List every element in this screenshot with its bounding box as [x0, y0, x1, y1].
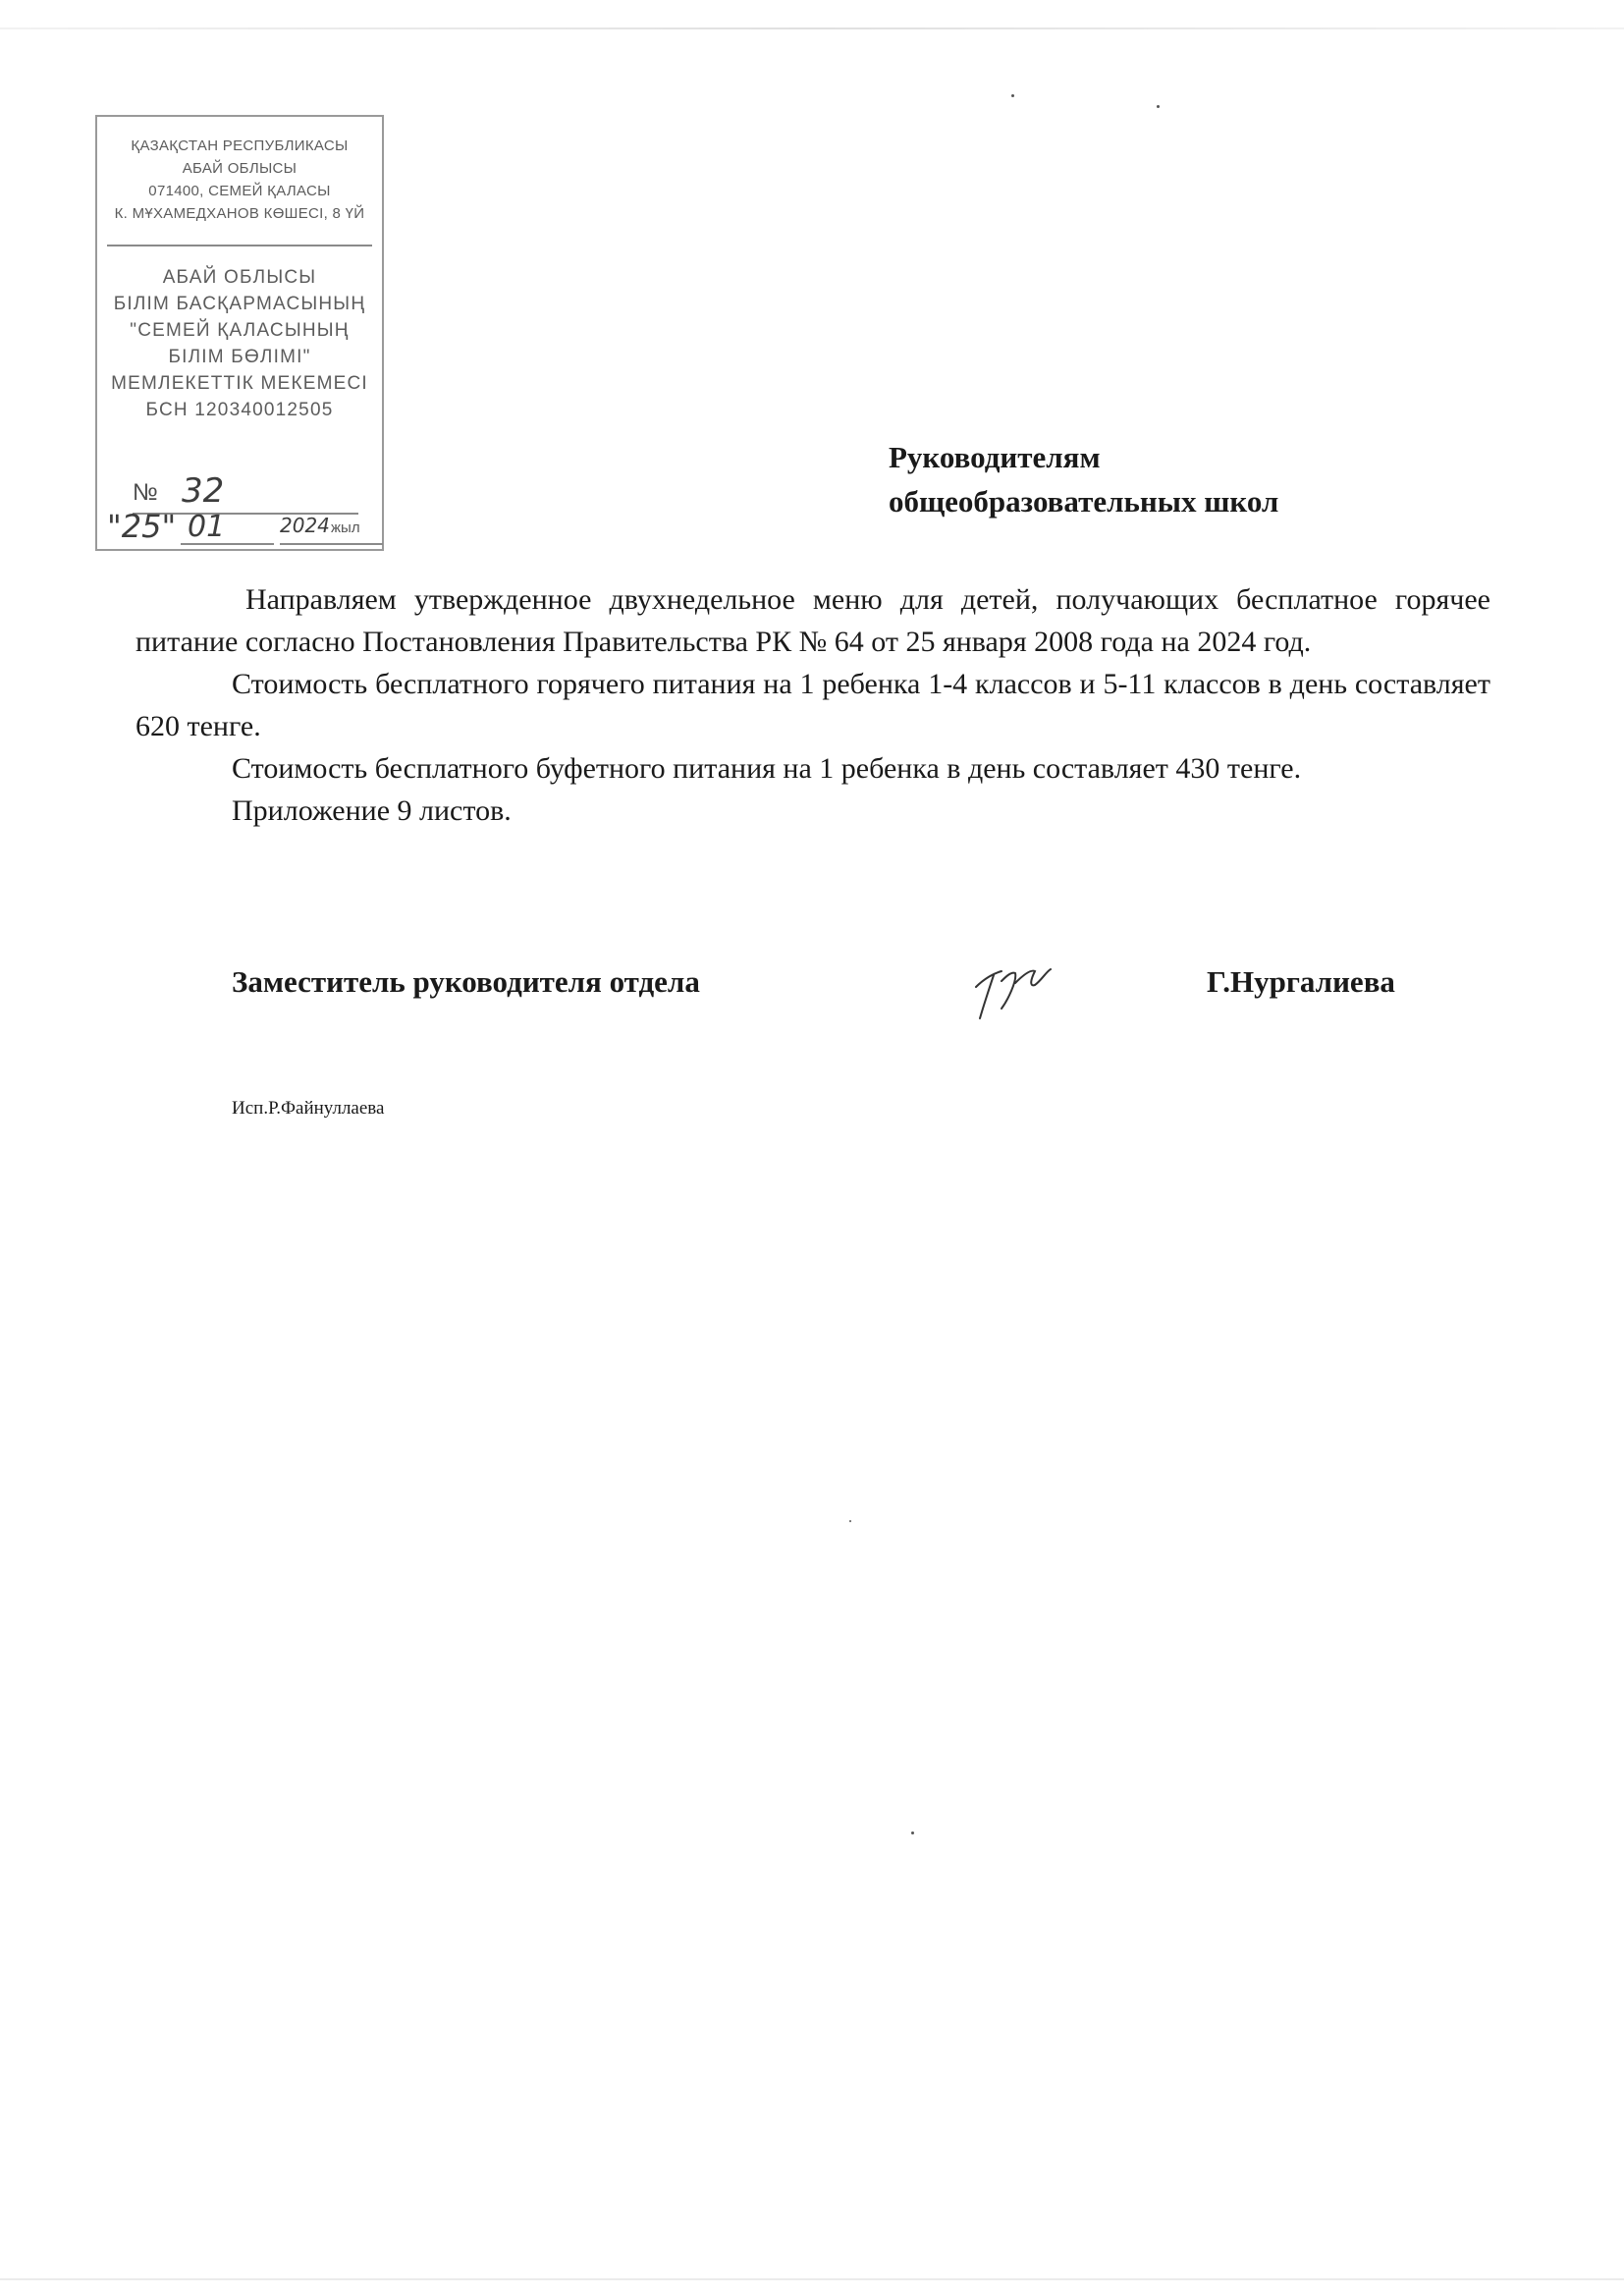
stamp-divider: [107, 245, 372, 246]
scan-edge-bottom: [0, 2278, 1624, 2280]
signatory-title: Заместитель руководителя отдела: [232, 964, 700, 999]
stamp-address-line: АБАЙ ОБЛЫСЫ: [182, 160, 298, 177]
scan-edge-top: [0, 27, 1624, 29]
scan-speck: [911, 1831, 914, 1834]
stamp-date-suffix: жыл: [331, 519, 360, 536]
stamp-organization: [97, 264, 382, 423]
signatory-name: Г.Нургалиева: [1207, 964, 1395, 999]
stamp-org-line: БСН 120340012505: [145, 400, 334, 420]
addressee-block: [889, 435, 1278, 523]
addressee-line: общеобразовательных школ: [889, 484, 1279, 519]
stamp-year-underline: [280, 543, 383, 545]
body-paragraph: Стоимость бесплатного горячего питания на 1 ребенка 1-4 классов и 5-11 классов в день составляет 620 тенге.: [135, 668, 1490, 742]
stamp-address-line: ҚАЗАҚСТАН РЕСПУБЛИКАСЫ: [131, 137, 349, 154]
letter-body: [135, 578, 1490, 832]
body-paragraph: Приложение 9 листов.: [232, 794, 512, 827]
stamp-org-line: МЕМЛЕКЕТТІК МЕКЕМЕСІ: [111, 373, 368, 394]
stamp-number-label: №: [133, 479, 158, 506]
scan-speck: [1157, 105, 1160, 108]
addressee-line: Руководителям: [889, 440, 1101, 474]
scan-speck: [1011, 94, 1014, 97]
stamp-org-line: "СЕМЕЙ ҚАЛАСЫНЫҢ: [130, 320, 350, 341]
stamp-date-underline: [181, 543, 274, 545]
stamp-date-month: 01: [188, 510, 226, 544]
stamp-date-day: "25": [107, 508, 177, 545]
executor-note: Исп.Р.Файнуллаева: [232, 1098, 385, 1119]
handwritten-signature: [972, 957, 1070, 1026]
stamp-org-line: БІЛІМ БАСҚАРМАСЫНЫҢ: [113, 294, 366, 314]
stamp-date-year: 2024: [280, 514, 330, 537]
stamp-org-line: БІЛІМ БӨЛІМІ": [168, 347, 311, 367]
stamp-number-value: 32: [182, 471, 225, 511]
stamp-address-line: 071400, СЕМЕЙ ҚАЛАСЫ: [148, 183, 331, 199]
body-paragraph: Направляем утвержденное двухнедельное меню для детей, получающих бесплатное горячее питание согласно Постановления Правительства РК № 64 от 25 января 2008 года на 2024 год.: [135, 583, 1490, 658]
stamp-org-line: АБАЙ ОБЛЫСЫ: [162, 267, 317, 288]
scan-speck: [849, 1520, 851, 1522]
registration-stamp: [95, 115, 384, 551]
stamp-address: [97, 135, 382, 225]
stamp-address-line: К. МҰХАМЕДХАНОВ КӨШЕСІ, 8 ҮЙ: [114, 205, 365, 222]
body-paragraph: Стоимость бесплатного буфетного питания на 1 ребенка в день составляет 430 тенге.: [232, 752, 1302, 785]
stamp-date-row: [107, 508, 372, 547]
